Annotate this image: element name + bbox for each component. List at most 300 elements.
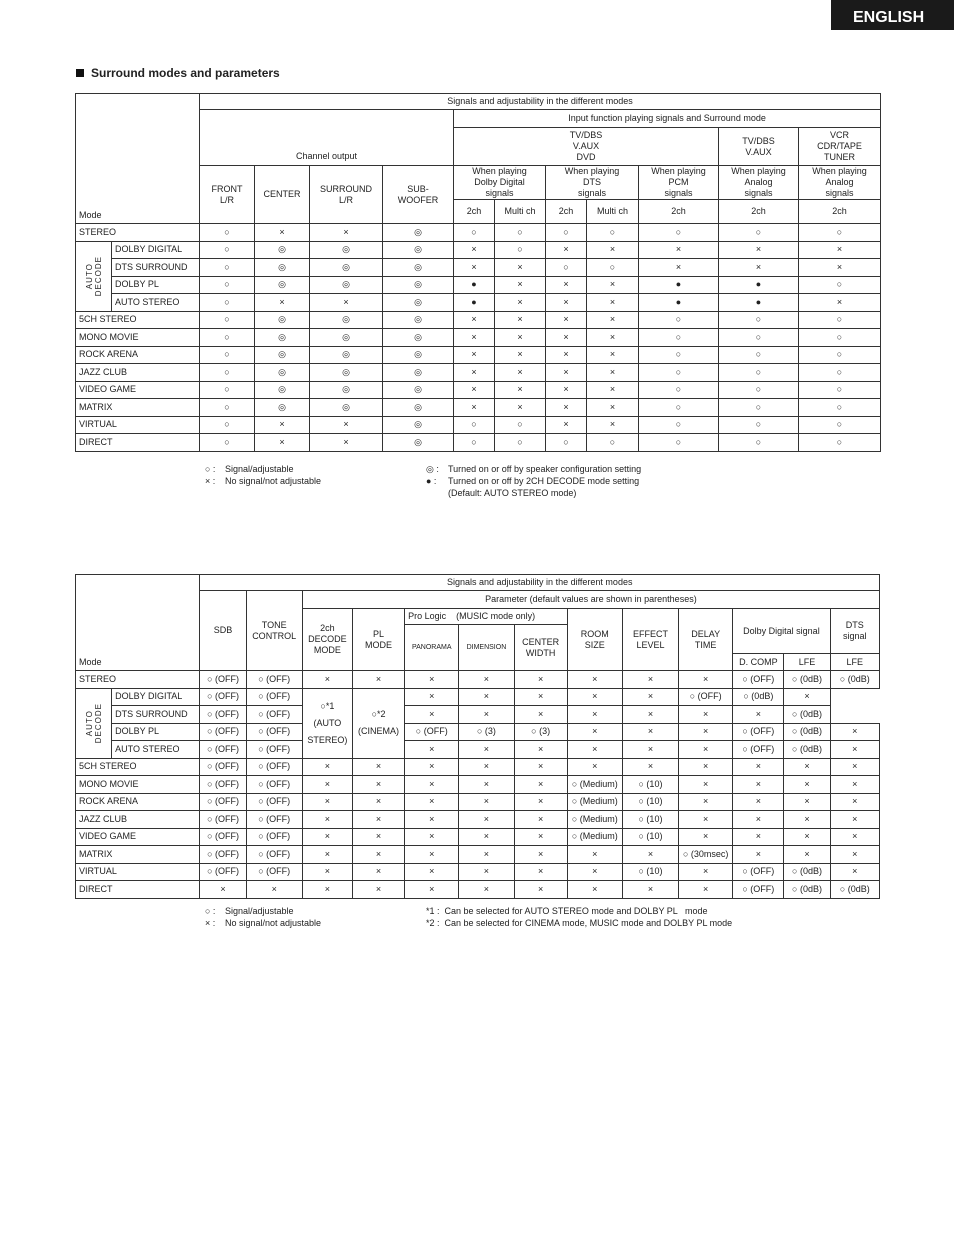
value-cell: × xyxy=(459,741,514,759)
row-mode-name: JAZZ CLUB xyxy=(76,364,200,382)
value-cell: × xyxy=(405,706,459,724)
status-cell: ○ xyxy=(639,381,719,399)
status-cell: ○ xyxy=(799,311,881,329)
status-cell: ○ xyxy=(799,346,881,364)
status-cell: ○ xyxy=(799,399,881,417)
row-mode-name: DOLBY DIGITAL xyxy=(112,688,200,706)
row-mode-name: STEREO xyxy=(76,671,200,689)
value-cell: × xyxy=(733,776,784,794)
status-cell: × xyxy=(799,294,881,312)
table-row xyxy=(76,434,881,452)
status-cell: ◎ xyxy=(383,364,454,382)
status-cell: ◎ xyxy=(255,311,310,329)
status-cell: × xyxy=(495,276,546,294)
value-cell: × xyxy=(514,741,567,759)
row-mode-name: DIRECT xyxy=(76,881,200,899)
group-vcr-tape-tuner: VCR CDR/TAPE TUNER xyxy=(799,128,881,166)
status-cell: ◎ xyxy=(383,329,454,347)
status-cell: ◎ xyxy=(383,381,454,399)
status-cell: ◎ xyxy=(255,329,310,347)
legend-circle-symbol: ○ : xyxy=(205,906,216,916)
value-cell: × xyxy=(459,793,514,811)
value-cell: × xyxy=(679,706,733,724)
auto-decode-label xyxy=(76,241,112,311)
col-dts-signals: When playing DTS signals xyxy=(546,166,639,200)
auto-2ch-decode-cell xyxy=(302,688,352,758)
status-cell: × xyxy=(546,276,587,294)
table-row xyxy=(76,294,881,312)
value-cell: × xyxy=(830,811,879,829)
value-cell: × xyxy=(405,671,459,689)
row-mode-name: ROCK ARENA xyxy=(76,346,200,364)
col-panorama: PANORAMA xyxy=(405,625,459,671)
status-cell: × xyxy=(587,364,639,382)
col-dimension: DIMENSION xyxy=(459,625,514,671)
status-cell: ○ xyxy=(200,346,255,364)
status-cell: ◎ xyxy=(255,364,310,382)
value-cell: × xyxy=(352,828,404,846)
value-cell: × xyxy=(622,723,678,741)
value-cell: × xyxy=(679,863,733,881)
status-cell: × xyxy=(454,311,495,329)
dolby-digital-signal-header: Dolby Digital signal xyxy=(733,609,830,654)
status-cell: × xyxy=(587,416,639,434)
status-cell: ○ xyxy=(639,364,719,382)
value-cell: ○ (OFF) xyxy=(246,828,302,846)
value-cell: × xyxy=(733,758,784,776)
status-cell: × xyxy=(546,311,587,329)
auto-pl-mode-line: (CINEMA) xyxy=(358,726,400,736)
value-cell: × xyxy=(830,758,879,776)
status-cell: ◎ xyxy=(310,364,383,382)
status-cell: ○ xyxy=(587,224,639,242)
value-cell: × xyxy=(302,758,352,776)
value-cell: ○ (OFF) xyxy=(200,776,246,794)
table-row xyxy=(76,671,880,689)
status-cell: ○ xyxy=(587,259,639,277)
status-cell: ◎ xyxy=(310,311,383,329)
note-2: *2 : Can be selected for CINEMA mode, MUSIC mode and DOLBY PL mode xyxy=(426,918,733,928)
status-cell: ○ xyxy=(799,364,881,382)
status-cell: ○ xyxy=(546,259,587,277)
value-cell: ○ (3) xyxy=(514,723,567,741)
value-cell: × xyxy=(830,846,879,864)
status-cell: × xyxy=(255,224,310,242)
status-cell: × xyxy=(799,259,881,277)
status-cell: ◎ xyxy=(383,416,454,434)
col-lfe: LFE xyxy=(784,654,830,671)
square-bullet-icon xyxy=(76,69,84,77)
status-cell: × xyxy=(495,311,546,329)
status-cell: ○ xyxy=(495,224,546,242)
status-cell: ◎ xyxy=(310,276,383,294)
value-cell: × xyxy=(567,723,622,741)
mode-header: Mode xyxy=(76,575,200,671)
sub-multi-ch: Multi ch xyxy=(495,200,546,224)
value-cell: ○ (OFF) xyxy=(405,723,459,741)
status-cell: ○ xyxy=(454,224,495,242)
status-cell: ◎ xyxy=(310,381,383,399)
row-mode-name: DTS SURROUND xyxy=(112,259,200,277)
group-tvdbs-vaux-dvd: TV/DBS V.AUX DVD xyxy=(454,128,719,166)
status-cell: ● xyxy=(454,294,495,312)
status-cell: × xyxy=(310,416,383,434)
table-row xyxy=(76,881,880,899)
value-cell: ○ (OFF) xyxy=(246,741,302,759)
col-delay-time: DELAY TIME xyxy=(679,609,733,671)
status-cell: ○ xyxy=(546,434,587,452)
value-cell: × xyxy=(567,741,622,759)
value-cell: × xyxy=(302,776,352,794)
signals-header: Signals and adjustability in the different modes xyxy=(200,94,881,110)
value-cell: × xyxy=(459,863,514,881)
value-cell: × xyxy=(679,881,733,899)
status-cell: ◎ xyxy=(383,346,454,364)
status-cell: ○ xyxy=(719,224,799,242)
value-cell: ○ (OFF) xyxy=(733,723,784,741)
col-tone-control: TONE CONTROL xyxy=(246,591,302,671)
row-mode-name: DTS SURROUND xyxy=(112,706,200,724)
row-mode-name: DOLBY PL xyxy=(112,276,200,294)
value-cell: ○ (OFF) xyxy=(246,688,302,706)
value-cell: × xyxy=(733,811,784,829)
row-mode-name: AUTO STEREO xyxy=(112,294,200,312)
status-cell: × xyxy=(495,329,546,347)
value-cell: × xyxy=(302,811,352,829)
value-cell: × xyxy=(459,776,514,794)
table-row xyxy=(76,364,881,382)
table-row xyxy=(76,863,880,881)
row-mode-name: ROCK ARENA xyxy=(76,793,200,811)
legend-circle-text: Signal/adjustable xyxy=(225,464,294,474)
sub-multi-ch: Multi ch xyxy=(587,200,639,224)
status-cell: ◎ xyxy=(310,329,383,347)
status-cell: × xyxy=(546,346,587,364)
row-mode-name: MONO MOVIE xyxy=(76,329,200,347)
value-cell: ○ (3) xyxy=(459,723,514,741)
status-cell: ◎ xyxy=(255,259,310,277)
status-cell: ◎ xyxy=(383,224,454,242)
value-cell: ○ (30msec) xyxy=(679,846,733,864)
legend-default-text: (Default: AUTO STEREO mode) xyxy=(448,488,577,498)
legend-cross-symbol: × : xyxy=(205,476,216,486)
table-row xyxy=(76,346,881,364)
value-cell: × xyxy=(567,846,622,864)
status-cell: ◎ xyxy=(383,241,454,259)
value-cell: × xyxy=(352,793,404,811)
status-cell: ○ xyxy=(200,294,255,312)
status-cell: ○ xyxy=(639,434,719,452)
auto-decode-label xyxy=(76,688,112,758)
status-cell: ○ xyxy=(587,434,639,452)
status-cell: × xyxy=(495,364,546,382)
mode-header: Mode xyxy=(76,94,200,224)
row-mode-name: VIRTUAL xyxy=(76,863,200,881)
value-cell: × xyxy=(514,671,567,689)
status-cell: ○ xyxy=(799,276,881,294)
value-cell: ○ (OFF) xyxy=(200,741,246,759)
status-cell: × xyxy=(454,329,495,347)
value-cell: × xyxy=(830,828,879,846)
auto-2ch-decode-line: ○*1 xyxy=(320,700,335,711)
status-cell: ● xyxy=(639,276,719,294)
value-cell: × xyxy=(622,671,678,689)
value-cell: × xyxy=(514,758,567,776)
status-cell: ○ xyxy=(200,381,255,399)
value-cell: × xyxy=(459,811,514,829)
value-cell: × xyxy=(784,688,830,706)
status-cell: × xyxy=(587,346,639,364)
status-cell: ◎ xyxy=(310,346,383,364)
legend-cross-text: No signal/not adjustable xyxy=(225,918,322,928)
status-cell: ○ xyxy=(454,434,495,452)
value-cell: ○ (0dB) xyxy=(830,671,879,689)
status-cell: × xyxy=(310,434,383,452)
value-cell: × xyxy=(405,811,459,829)
dts-signal-header: DTS signal xyxy=(830,609,879,654)
row-mode-name: 5CH STEREO xyxy=(76,758,200,776)
value-cell: ○ (OFF) xyxy=(246,863,302,881)
value-cell: ○ (OFF) xyxy=(246,758,302,776)
table-row xyxy=(76,811,880,829)
sub-2ch: 2ch xyxy=(719,200,799,224)
value-cell: × xyxy=(514,793,567,811)
status-cell: ○ xyxy=(200,311,255,329)
status-cell: × xyxy=(255,434,310,452)
value-cell: ○ (10) xyxy=(622,811,678,829)
row-mode-name: MATRIX xyxy=(76,399,200,417)
value-cell: × xyxy=(405,793,459,811)
value-cell: × xyxy=(459,706,514,724)
value-cell: × xyxy=(405,741,459,759)
col-front-lr: FRONT L/R xyxy=(200,166,255,224)
auto-decode-text: AUTO DECODE xyxy=(84,255,103,297)
table-row xyxy=(76,311,881,329)
value-cell: × xyxy=(514,776,567,794)
status-cell: ◎ xyxy=(310,241,383,259)
value-cell: ○ (OFF) xyxy=(246,723,302,741)
value-cell: ○ (Medium) xyxy=(567,811,622,829)
value-cell: ○ (OFF) xyxy=(733,881,784,899)
value-cell: ○ (0dB) xyxy=(784,741,830,759)
row-mode-name: DIRECT xyxy=(76,434,200,452)
value-cell: ○ (0dB) xyxy=(830,881,879,899)
status-cell: × xyxy=(587,241,639,259)
value-cell: × xyxy=(679,811,733,829)
value-cell: × xyxy=(352,758,404,776)
value-cell: × xyxy=(302,671,352,689)
row-mode-name: DOLBY DIGITAL xyxy=(112,241,200,259)
status-cell: ○ xyxy=(799,416,881,434)
value-cell: ○ (OFF) xyxy=(246,776,302,794)
status-cell: ○ xyxy=(719,346,799,364)
value-cell: ○ (0dB) xyxy=(784,671,830,689)
status-cell: ○ xyxy=(200,416,255,434)
value-cell: × xyxy=(352,846,404,864)
status-cell: ◎ xyxy=(383,259,454,277)
auto-pl-mode-line: ○*2 xyxy=(371,709,386,719)
value-cell: × xyxy=(567,881,622,899)
sub-2ch: 2ch xyxy=(799,200,881,224)
section-title xyxy=(76,66,280,80)
value-cell: × xyxy=(352,671,404,689)
table2-body xyxy=(76,671,880,899)
auto-decode-text: AUTO DECODE xyxy=(84,702,103,744)
value-cell: ○ (OFF) xyxy=(246,671,302,689)
value-cell: × xyxy=(302,846,352,864)
row-mode-name: AUTO STEREO xyxy=(112,741,200,759)
status-cell: × xyxy=(546,381,587,399)
value-cell: × xyxy=(352,811,404,829)
value-cell: ○ (OFF) xyxy=(733,671,784,689)
status-cell: × xyxy=(639,241,719,259)
value-cell: × xyxy=(246,881,302,899)
input-function-header: Input function playing signals and Surround mode xyxy=(454,110,881,128)
value-cell: × xyxy=(679,671,733,689)
table-row xyxy=(76,329,881,347)
table-row xyxy=(76,276,881,294)
legend-dot-symbol: ● : xyxy=(426,476,437,486)
value-cell: × xyxy=(733,846,784,864)
col-sdb: SDB xyxy=(200,591,246,671)
value-cell: × xyxy=(459,846,514,864)
section-title-text: Surround modes and parameters xyxy=(91,66,280,80)
value-cell: × xyxy=(352,776,404,794)
value-cell: × xyxy=(459,828,514,846)
table1-body xyxy=(76,224,881,452)
value-cell: × xyxy=(459,881,514,899)
status-cell: × xyxy=(587,294,639,312)
value-cell: × xyxy=(405,846,459,864)
status-cell: ○ xyxy=(719,434,799,452)
value-cell: × xyxy=(302,828,352,846)
status-cell: × xyxy=(495,259,546,277)
status-cell: ○ xyxy=(799,329,881,347)
table-row xyxy=(76,776,880,794)
row-mode-name: MATRIX xyxy=(76,846,200,864)
legend-double-circle-text: Turned on or off by speaker configuration setting xyxy=(448,464,642,474)
value-cell: ○ (OFF) xyxy=(246,793,302,811)
status-cell: × xyxy=(587,276,639,294)
status-cell: ◎ xyxy=(310,259,383,277)
status-cell: × xyxy=(587,399,639,417)
value-cell: ○ (OFF) xyxy=(200,863,246,881)
value-cell: × xyxy=(352,881,404,899)
status-cell: ◎ xyxy=(255,346,310,364)
status-cell: × xyxy=(546,399,587,417)
surround-modes-table xyxy=(75,93,881,452)
value-cell: ○ (0dB) xyxy=(784,723,830,741)
value-cell: ○ (OFF) xyxy=(200,828,246,846)
row-mode-name: MONO MOVIE xyxy=(76,776,200,794)
channel-output-header: Channel output xyxy=(200,110,454,166)
value-cell: × xyxy=(567,671,622,689)
status-cell: ○ xyxy=(200,434,255,452)
value-cell: ○ (OFF) xyxy=(200,723,246,741)
status-cell: × xyxy=(454,364,495,382)
parameters-table xyxy=(75,574,880,899)
value-cell: × xyxy=(679,723,733,741)
table-row xyxy=(76,846,880,864)
status-cell: × xyxy=(454,259,495,277)
status-cell: ◎ xyxy=(383,294,454,312)
status-cell: × xyxy=(546,416,587,434)
table-row xyxy=(76,224,881,242)
value-cell: ○ (OFF) xyxy=(733,863,784,881)
col-surround-lr: SURROUND L/R xyxy=(310,166,383,224)
col-dolby-digital-signals: When playing Dolby Digital signals xyxy=(454,166,546,200)
sub-2ch: 2ch xyxy=(639,200,719,224)
value-cell: ○ (OFF) xyxy=(679,688,733,706)
status-cell: × xyxy=(495,294,546,312)
status-cell: ○ xyxy=(200,329,255,347)
value-cell: ○ (OFF) xyxy=(200,811,246,829)
value-cell: × xyxy=(514,828,567,846)
value-cell: × xyxy=(733,706,784,724)
table-row xyxy=(76,828,880,846)
value-cell: × xyxy=(679,741,733,759)
col-effect-level: EFFECT LEVEL xyxy=(622,609,678,671)
value-cell: × xyxy=(459,671,514,689)
value-cell: × xyxy=(567,863,622,881)
value-cell: × xyxy=(352,863,404,881)
status-cell: ○ xyxy=(200,399,255,417)
status-cell: ○ xyxy=(200,224,255,242)
row-mode-name: STEREO xyxy=(76,224,200,242)
status-cell: ◎ xyxy=(383,311,454,329)
status-cell: ○ xyxy=(719,311,799,329)
value-cell: × xyxy=(302,793,352,811)
value-cell: × xyxy=(405,863,459,881)
status-cell: ◎ xyxy=(255,381,310,399)
status-cell: ◎ xyxy=(255,399,310,417)
value-cell: ○ (OFF) xyxy=(246,811,302,829)
value-cell: × xyxy=(622,706,678,724)
value-cell: ○ (0dB) xyxy=(784,706,830,724)
value-cell: × xyxy=(830,776,879,794)
value-cell: ○ (OFF) xyxy=(246,706,302,724)
status-cell: ○ xyxy=(639,346,719,364)
status-cell: × xyxy=(639,259,719,277)
value-cell: ○ (OFF) xyxy=(200,671,246,689)
sub-2ch: 2ch xyxy=(546,200,587,224)
status-cell: ○ xyxy=(200,276,255,294)
row-mode-name: VIDEO GAME xyxy=(76,828,200,846)
status-cell: ○ xyxy=(719,381,799,399)
status-cell: ● xyxy=(719,276,799,294)
table-row xyxy=(76,241,881,259)
table-row xyxy=(76,381,881,399)
status-cell: ● xyxy=(719,294,799,312)
row-mode-name: 5CH STEREO xyxy=(76,311,200,329)
status-cell: ○ xyxy=(719,416,799,434)
table-row xyxy=(76,399,881,417)
status-cell: × xyxy=(546,294,587,312)
value-cell: × xyxy=(830,863,879,881)
status-cell: ○ xyxy=(639,224,719,242)
status-cell: ○ xyxy=(719,329,799,347)
col-pcm-signals: When playing PCM signals xyxy=(639,166,719,200)
status-cell: ◎ xyxy=(383,276,454,294)
auto-2ch-decode-line: (AUTO xyxy=(313,717,342,728)
value-cell: ○ (OFF) xyxy=(246,846,302,864)
legend-cross-symbol: × : xyxy=(205,918,216,928)
value-cell: × xyxy=(784,758,830,776)
value-cell: × xyxy=(405,881,459,899)
pro-logic-header: Pro Logic (MUSIC mode only) xyxy=(405,609,568,625)
status-cell: ◎ xyxy=(255,276,310,294)
row-mode-name: JAZZ CLUB xyxy=(76,811,200,829)
